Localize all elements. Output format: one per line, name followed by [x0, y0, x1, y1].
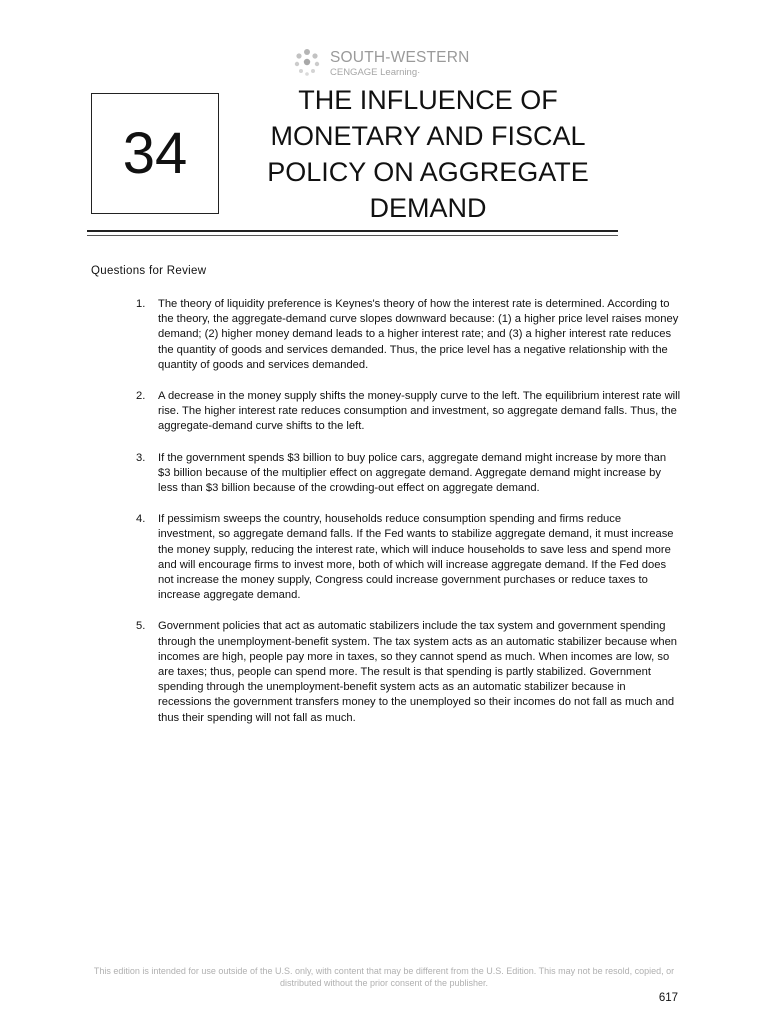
question-text: The theory of liquidity preference is Keynes's theory of how the interest rate is determined. According to the theory, the aggregate-demand curve slopes downward because: (1) a higher price level raises money demand; (2) higher money demand leads to a higher interest rate; and (3) a higher interest rate reduces the quantity of goods and services demanded. Thus, the price level has a negative relationship with the quantity of goods and services demanded. [158, 298, 679, 371]
chapter-number-box [91, 93, 219, 214]
title-rule-thin [87, 235, 618, 236]
question-text: Government policies that act as automatic stabilizers include the tax system and government spending through the unemployment-benefit system. The tax system acts as an automatic stabilizer because when incomes are high, people pay more in taxes, so they cannot spend as much. When incomes are low, so are taxes; thus, people can spend more. The result is that spending is partly stabilized. Government spending through the unemployment-benefit system acts as an automatic stabilizer because in recessions the government transfers money to the unemployed so their incomes do not fall as much and thus their spending will not fall as much. [158, 620, 678, 724]
review-question [136, 389, 681, 435]
question-number: 4. [136, 513, 146, 526]
question-text: A decrease in the money supply shifts the money-supply curve to the left. The equilibrium interest rate will rise. The higher interest rate reduces consumption and investment, so aggregate demand falls. Thus, the aggregate-demand curve shifts to the left. [158, 390, 681, 433]
review-question [136, 297, 681, 373]
review-question [136, 619, 681, 725]
question-text: If the government spends $3 billion to buy police cars, aggregate demand might increase by more than $3 billion because of the multiplier effect on aggregate demand. Aggregate demand might increase by less than $3 billion because of the crowding-out effect on aggregate demand. [158, 451, 667, 495]
logo-brand-top: SOUTH-WESTERN [330, 49, 470, 66]
page-number: 617 [658, 992, 678, 1004]
review-question [136, 451, 681, 497]
question-number: 3. [136, 451, 146, 464]
question-number: 5. [136, 620, 146, 633]
question-number: 1. [136, 298, 146, 310]
chapter-title: THE INFLUENCE OF MONETARY AND FISCAL POLICY ON AGGREGATE DEMAND [267, 85, 589, 223]
question-number: 2. [136, 390, 146, 403]
publisher-logo [292, 46, 482, 80]
title-rule-thick [87, 230, 618, 232]
publisher-logo-icon [292, 48, 322, 78]
chapter-number: 34 [122, 120, 188, 186]
review-question [136, 512, 681, 603]
logo-brand-bottom: CENGAGE Learning· [330, 67, 421, 78]
footer-edition-note: This edition is intended for use outside of the U.S. only, with content that may be different from the U.S. Edition. This may not be resold, copied, or distributed without the prior consent of the publisher. [93, 966, 675, 988]
section-heading: Questions for Review [91, 265, 207, 277]
review-questions-list [136, 297, 681, 742]
question-text: If pessimism sweeps the country, households reduce consumption spending and firms reduce investment, so aggregate demand falls. If the Fed wants to stabilize aggregate demand, it must increase the money supply, reducing the interest rate, which will induce households to save less and spend more and will encourage firms to invest more, both of which will increase aggregate demand. If the Fed does not increase the money supply, Congress could increase government purchases or reduce taxes to increase aggregate demand. [158, 513, 674, 602]
